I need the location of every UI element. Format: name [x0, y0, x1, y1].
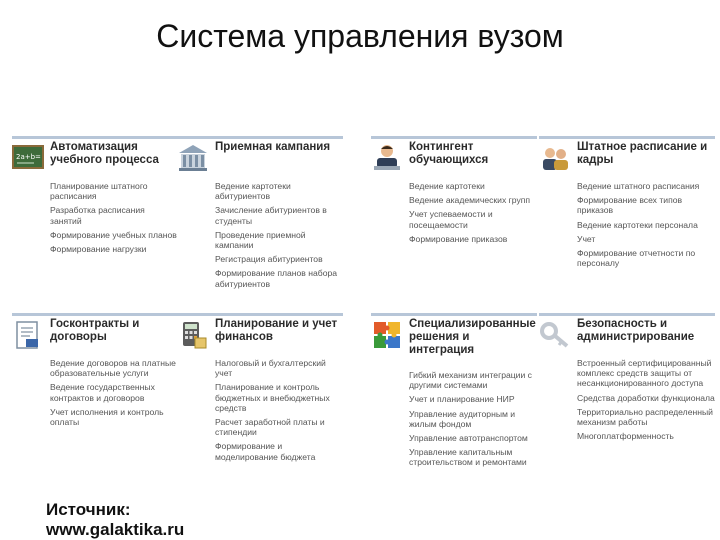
- page-title: Система управления вузом: [156, 18, 564, 54]
- module-item: Учет и планирование НИР: [409, 394, 515, 405]
- module-header: [539, 313, 715, 356]
- module-item: Формирование нагрузки: [50, 244, 147, 255]
- module-item: Формирование и моделирование бюджета: [215, 441, 316, 462]
- student-icon: [371, 142, 403, 174]
- module-item: Налоговый и бухгалтерский учет: [215, 358, 326, 379]
- module-title: Автоматизация учебного процесса: [50, 141, 159, 166]
- contract-document-icon: [12, 319, 44, 351]
- module-integration: [371, 313, 537, 472]
- module-item: Управление аудиторным и жилым фондом: [409, 408, 516, 429]
- module-staff: [539, 136, 715, 272]
- module-item: Ведение академических групп: [409, 195, 531, 206]
- module-item: Управление автотранспортом: [409, 433, 528, 444]
- module-title: Приемная кампания: [215, 141, 331, 153]
- module-item: Учет успеваемости и посещаемости: [409, 209, 493, 230]
- svg-text:2a+b=: 2a+b=: [16, 153, 41, 161]
- module-header: [539, 136, 715, 179]
- module-header: [371, 313, 537, 356]
- module-item: Расчет заработной платы и стипендии: [215, 417, 325, 438]
- module-item: Ведение картотеки персонала: [577, 219, 698, 230]
- source-label: Источник:: [46, 500, 131, 519]
- module-item: Зачисление абитуриентов в студенты: [215, 205, 327, 226]
- module-finance: [177, 313, 343, 466]
- module-automation: [12, 136, 178, 258]
- module-item: Учет: [577, 233, 596, 244]
- key-icon: [539, 319, 571, 351]
- module-item: Формирование планов набора абитуриентов: [215, 268, 338, 289]
- module-contingent: [371, 136, 537, 248]
- staff-icon: [539, 142, 571, 174]
- module-item: Формирование отчетности по персоналу: [577, 248, 696, 269]
- module-item: Управление капитальным строительством и ремонтами: [409, 447, 527, 468]
- module-item: Формирование учебных планов: [50, 229, 177, 240]
- module-item: Формирование всех типов приказов: [577, 195, 683, 216]
- module-admission: [177, 136, 343, 293]
- source-note: [46, 500, 184, 540]
- module-item: Разработка расписания занятий: [50, 205, 145, 226]
- module-header: [12, 136, 178, 179]
- module-title: Штатное расписание и кадры: [577, 141, 708, 166]
- module-item: Многоплатформенность: [577, 431, 674, 442]
- module-item: Формирование приказов: [409, 233, 508, 244]
- module-item: Проведение приемной кампании: [215, 229, 306, 251]
- module-title: Госконтракты и договоры: [50, 318, 140, 343]
- blackboard-icon: [12, 142, 44, 174]
- module-item: Ведение государственных контрактов и договоров: [50, 382, 155, 403]
- module-item: Ведение картотеки: [409, 181, 485, 191]
- module-title: Планирование и учет финансов: [215, 318, 338, 343]
- module-item: Территориально распределенный механизм работы: [577, 406, 713, 428]
- university-building-icon: [177, 142, 209, 174]
- module-header: [177, 313, 343, 356]
- module-item: Планирование штатного расписания: [50, 181, 148, 202]
- module-item: Встроенный сертифицированный комплекс средств защиты от несанкционированного доступа: [577, 358, 712, 389]
- module-contracts: [12, 313, 178, 431]
- module-item: Ведение картотеки абитуриентов: [215, 181, 291, 202]
- module-title: Безопасность и администрирование: [577, 318, 695, 343]
- module-title: Специализированные решения и интеграция: [409, 318, 536, 356]
- puzzle-icon: [371, 319, 403, 351]
- module-item: Учет исполнения и контроль оплаты: [50, 406, 164, 428]
- module-item: Планирование и контроль бюджетных и внебюджетных средств: [215, 382, 330, 413]
- module-item: Ведение договоров на платные образовательные услуги: [50, 358, 176, 379]
- module-item: Ведение штатного расписания: [577, 181, 700, 191]
- module-header: [12, 313, 178, 356]
- module-header: [371, 136, 537, 179]
- module-header: [177, 136, 343, 179]
- module-item: Средства доработки функционала: [577, 392, 715, 403]
- module-item: Регистрация абитуриентов: [215, 254, 323, 265]
- calculator-icon: [177, 319, 209, 351]
- source-link[interactable]: www.galaktika.ru: [46, 520, 185, 539]
- module-security: [539, 313, 715, 445]
- module-item: Гибкий механизм интеграции с другими системами: [409, 370, 532, 391]
- module-title: Контингент обучающихся: [409, 141, 489, 166]
